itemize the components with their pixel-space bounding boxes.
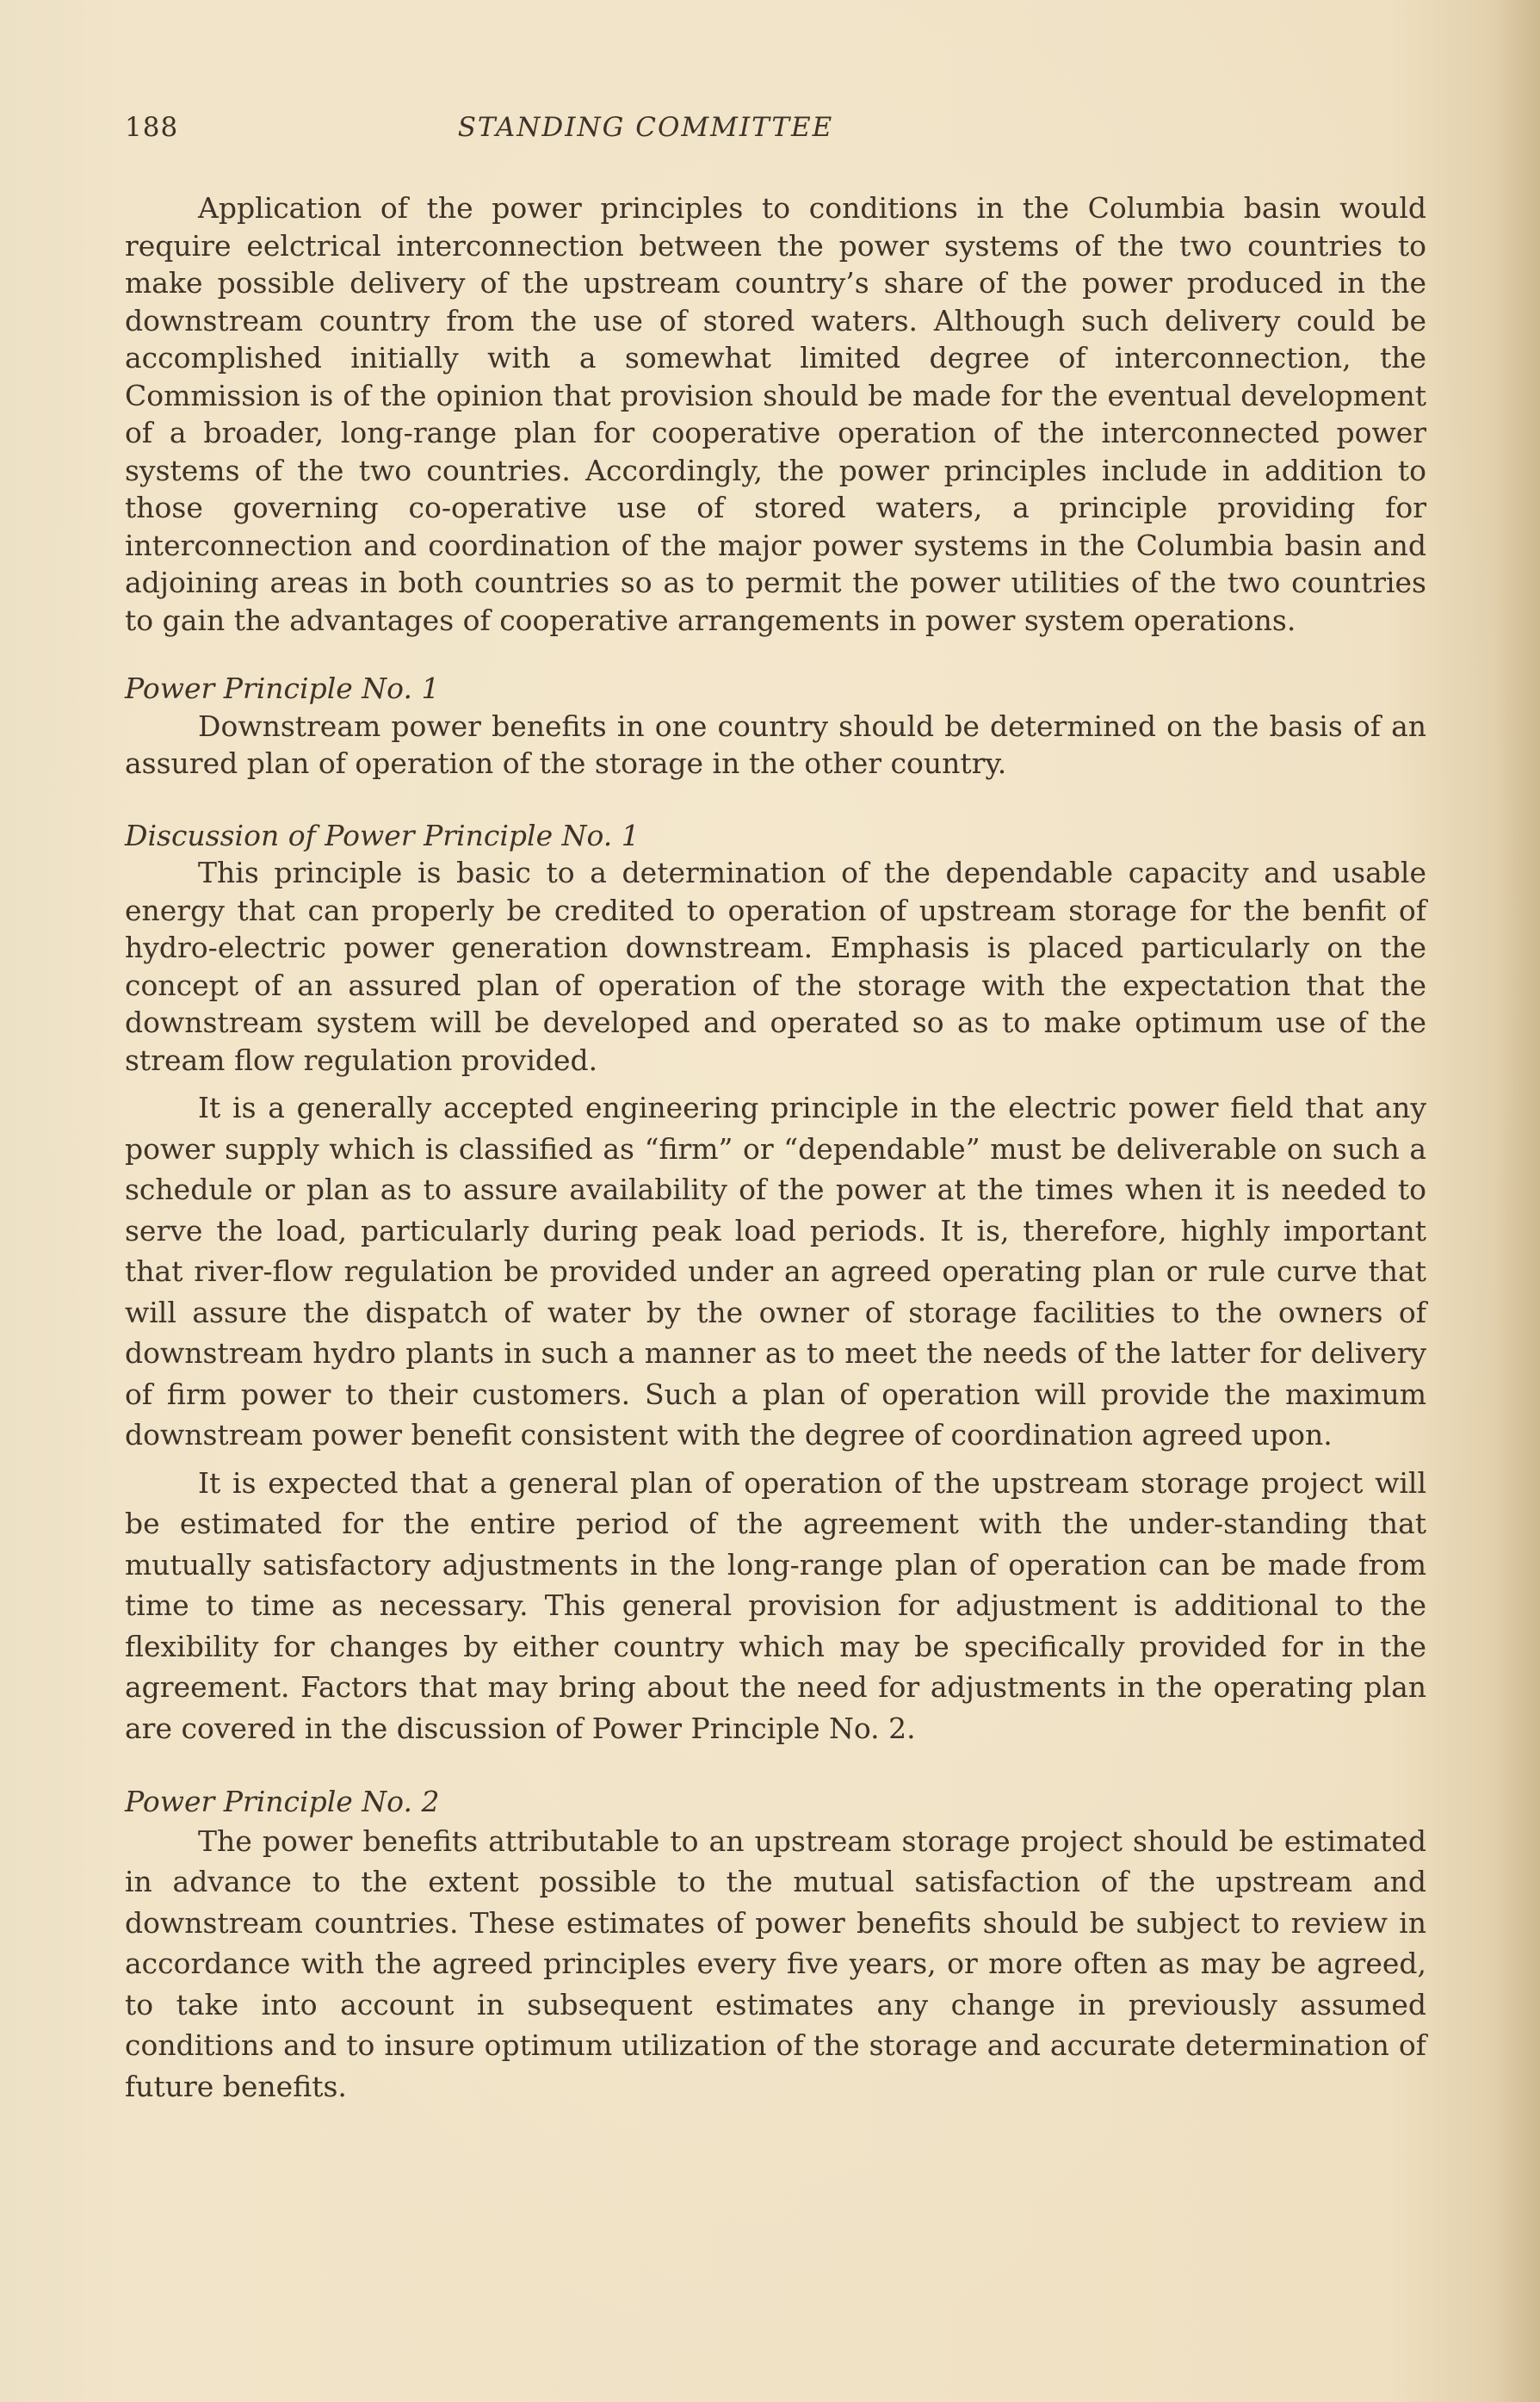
discussion-1-paragraph: It is a generally accepted engineering principle in the electric power field that any power supply which is classified as “firm” or “dependable” must be deliverable on such a schedule or plan as to assure availability of the power at the times when it is needed to serve the load, particularly during peak load periods. It is, therefore, highly important that river-flow regulation be provided under an agreed operating plan or rule curve that will assure the dispatch of water by the owner of storage facilities to the owners of downstream hydro plants in such a manner as to meet the needs of the latter for delivery of firm power to their customers. Such a plan of operation will provide the maximum downstream power benefit consistent with the degree of coordination agreed upon. <box>125 1091 1426 1452</box>
intro-paragraph: Application of the power principles to conditions in the Columbia basin would require eelctrical interconnection between the power systems of the two countries to make possible delivery of the upstream country’s share of the power produced in the downstream country from the use of stored waters. Although such delivery could be accomplished initially with a somewhat limited degree of interconnection, the Commission is of the opinion that provision should be made for the eventual development of a broader, long-range plan for cooperative operation of the interconnected power systems of the two countries. Accordingly, the power principles include in addition to those governing co-operative use of stored waters, a principle providing for interconnection and coordination of the major power systems in the Columbia basin and adjoining areas in both countries so as to permit the power utilities of the two countries to gain the advantages of cooperative arrangements in power system operations. <box>125 191 1426 637</box>
page-number: 188 <box>125 112 179 143</box>
discussion-1-paragraph: It is expected that a general plan of operation of the upstream storage project will be estimated for the entire period of the agreement with the under-standing that mutually satisfactory adjustments in the long-range plan of operation can be made from time to time as necessary. This general provision for adjustment is additional to the flexibility for changes by either country which may be specifically provided for in the agreement. Factors that may bring about the need for adjustments in the operating plan are covered in the discussion of Power Principle No. 2. <box>125 1465 1426 1745</box>
principle-2-text: The power benefits attributable to an upstream storage project should be estimated in advance to the extent possible to the mutual satisfaction of the upstream and downstream countries. These estimates of power benefits should be subject to review in accordance with the agreed principles every five years, or more often as may be agreed, to take into account in subsequent estimates any change in previously assumed conditions and to insure optimum utilization of the storage and accurate determination of future benefits. <box>125 1823 1426 2103</box>
principle-1-heading: Power Principle No. 1 <box>125 672 440 705</box>
page-header <box>125 112 1425 152</box>
running-title: STANDING COMMITTEE <box>457 112 834 143</box>
discussion-1-heading: Discussion of Power Principle No. 1 <box>125 818 640 852</box>
discussion-1-paragraph: This principle is basic to a determination of the dependable capacity and usable energy that can properly be credited to operation of upstream storage for the benfit of hydro-electric power generation downstream. Emphasis is placed particularly on the concept of an assured plan of operation of the storage with the expectation that the downstream system will be developed and operated so as to make optimum use of the stream flow regulation provided. <box>125 856 1426 1077</box>
page-body <box>125 189 1426 2107</box>
principle-1-text: Downstream power benefits in one country should be determined on the basis of an assured plan of operation of the storage in the other country. <box>125 709 1426 780</box>
principle-2-heading: Power Principle No. 2 <box>125 1785 440 1818</box>
